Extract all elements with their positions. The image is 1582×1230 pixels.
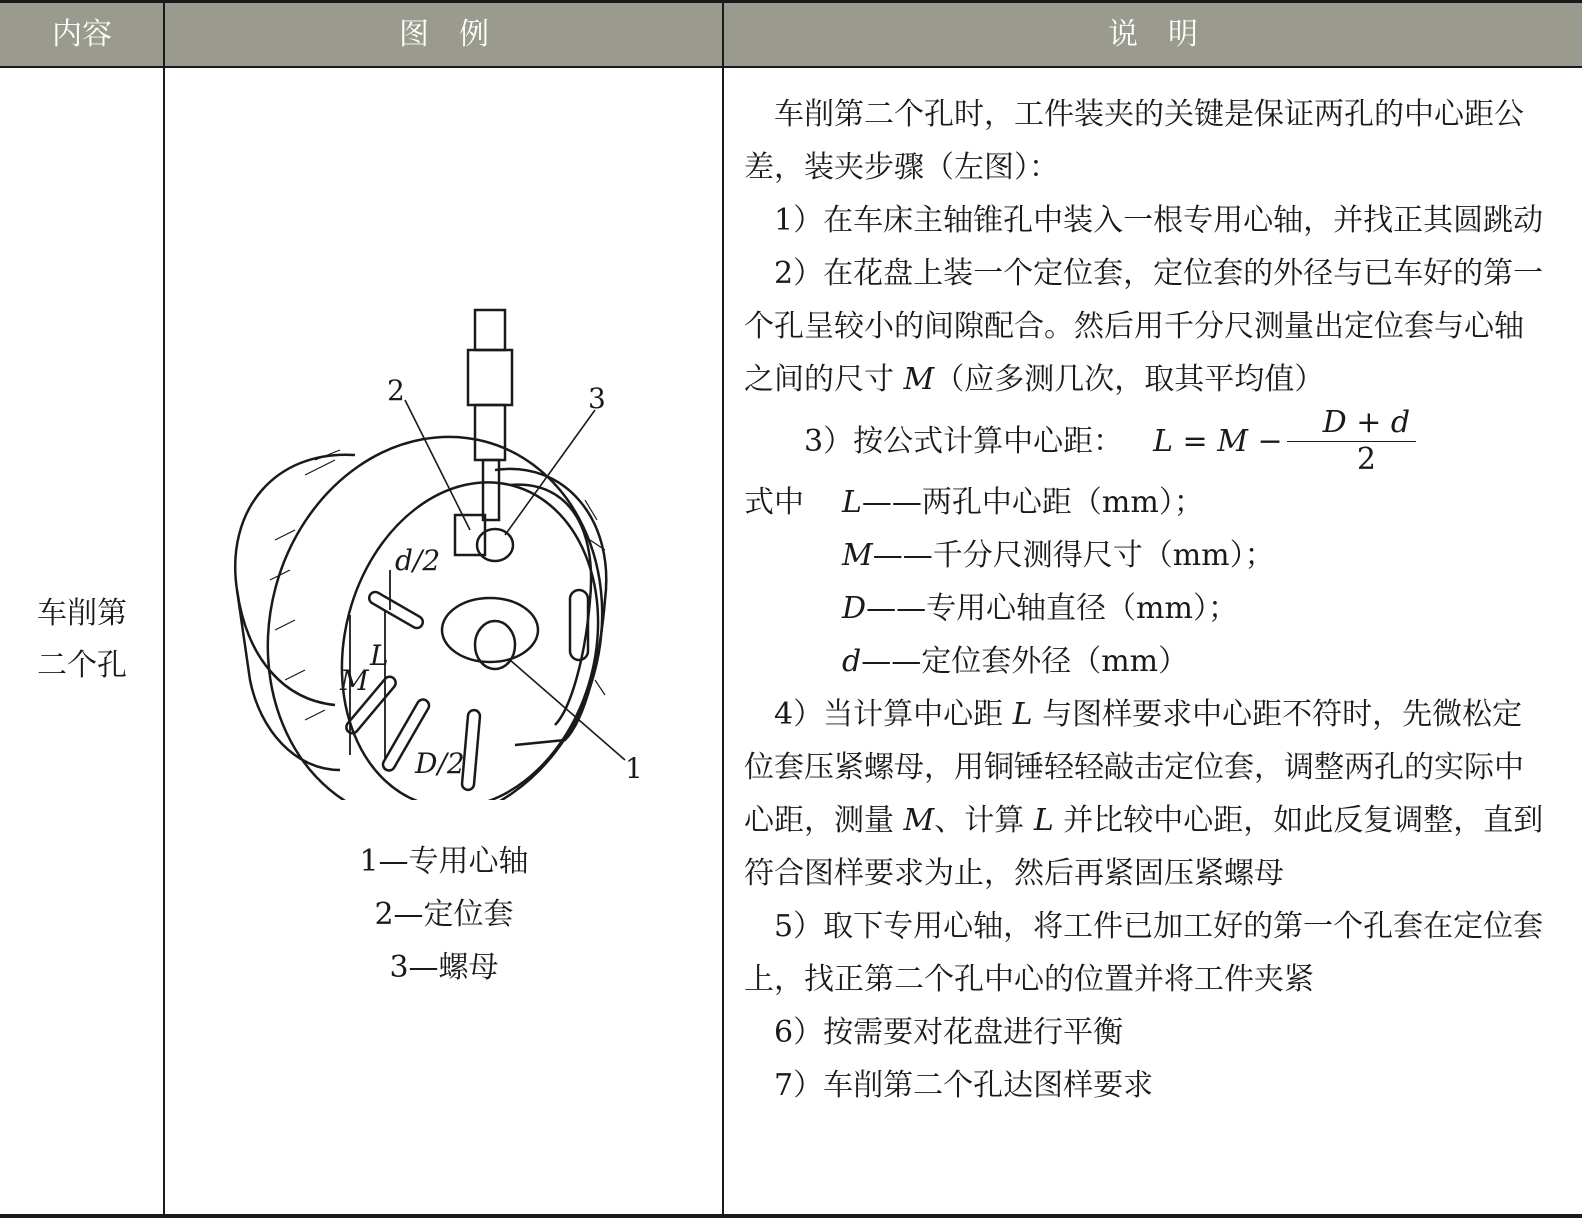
figure-label-1: 1 [625,752,643,785]
desc-text: （应多测几次，取其平均值） [934,362,1325,397]
figure-label-3: 3 [588,382,606,415]
formula-lhs: L = M − [1153,423,1283,459]
definition-row [744,635,1550,688]
figure-label-D2: D/2 [415,747,465,780]
figure-label-d2: d/2 [395,544,441,577]
desc-symbol: L [1012,697,1033,732]
figure-cell [165,300,723,804]
desc-step-6: 6）按需要对花盘进行平衡 [774,1015,1124,1050]
definition-symbol: d [842,644,862,679]
figure-label-L: L [370,639,389,672]
desc-step-7: 7）车削第二个孔达图样要求 [774,1068,1154,1103]
fraction-denominator: 2 [1356,441,1376,477]
desc-step-2 [744,247,1550,406]
desc-symbol: L [1033,803,1054,838]
definition-heading: 式中 [744,485,804,520]
header-content: 内容 [52,17,112,52]
desc-symbol: M [903,362,935,397]
figure-legend [165,835,723,994]
formula-fraction [1287,405,1416,478]
header-description: 说 明 [1108,17,1198,52]
description-cell [744,88,1550,1112]
desc-text: 与图样要求中心距不符时，先微松定位套压紧螺母，用铜锤轻轻敲击定位套，调整两孔的实际中心距，测量 [744,697,1524,838]
definition-row [744,476,1550,529]
definition-row [744,529,1550,582]
desc-paragraph: 车削第二个孔时，工件装夹的关键是保证两孔的中心距公差，装夹步骤（左图）： [744,97,1524,185]
table-header [0,0,1582,68]
desc-step-1: 1）在车床主轴锥孔中装入一根专用心轴，并找正其圆跳动 [774,203,1544,238]
header-figure: 图 例 [399,17,489,52]
definition-symbol: L [842,485,862,520]
definition-text: ——两孔中心距（mm）； [861,485,1204,520]
legend-item: 2—定位套 [374,897,514,932]
definition-row [744,582,1550,635]
fraction-numerator: D + d [1287,405,1416,442]
definition-symbol: D [842,591,867,626]
legend-item: 3—螺母 [389,950,499,985]
content-cell [0,588,164,692]
formula-prefix: 3）按公式计算中心距： [804,423,1124,459]
definition-text: ——定位套外径（mm） [861,644,1189,679]
desc-step-3 [744,406,1550,476]
desc-symbol: M [903,803,935,838]
legend-item: 1—专用心轴 [359,844,529,879]
desc-step-5: 5）取下专用心轴，将工件已加工好的第一个孔套在定位套上，找正第二个孔中心的位置并将工件夹紧 [744,909,1544,997]
definition-text: ——专用心轴直径（mm）； [866,591,1238,626]
definition-text: ——千分尺测得尺寸（mm）； [872,538,1275,573]
table-bottom-rule [0,1214,1582,1218]
figure-label-M: M [340,664,369,697]
desc-text: 2）在花盘上装一个定位套，定位套的外径与已车好的第一个孔呈较小的间隙配合。然后用千分尺测量出定位套与心轴之间的尺寸 [744,256,1544,397]
content-line: 车削第 [37,596,127,631]
desc-text: 4）当计算中心距 [774,697,1013,732]
definition-symbol: M [842,538,873,573]
desc-step-4 [744,688,1550,900]
desc-text: 并比较中心距，如此反复调整，直到符合图样要求为止，然后再紧固压紧螺母 [744,803,1544,891]
content-line: 二个孔 [37,648,127,683]
figure-label-2: 2 [387,374,405,407]
faceplate-fixture-drawing [165,300,723,800]
desc-text: 、计算 [934,803,1034,838]
